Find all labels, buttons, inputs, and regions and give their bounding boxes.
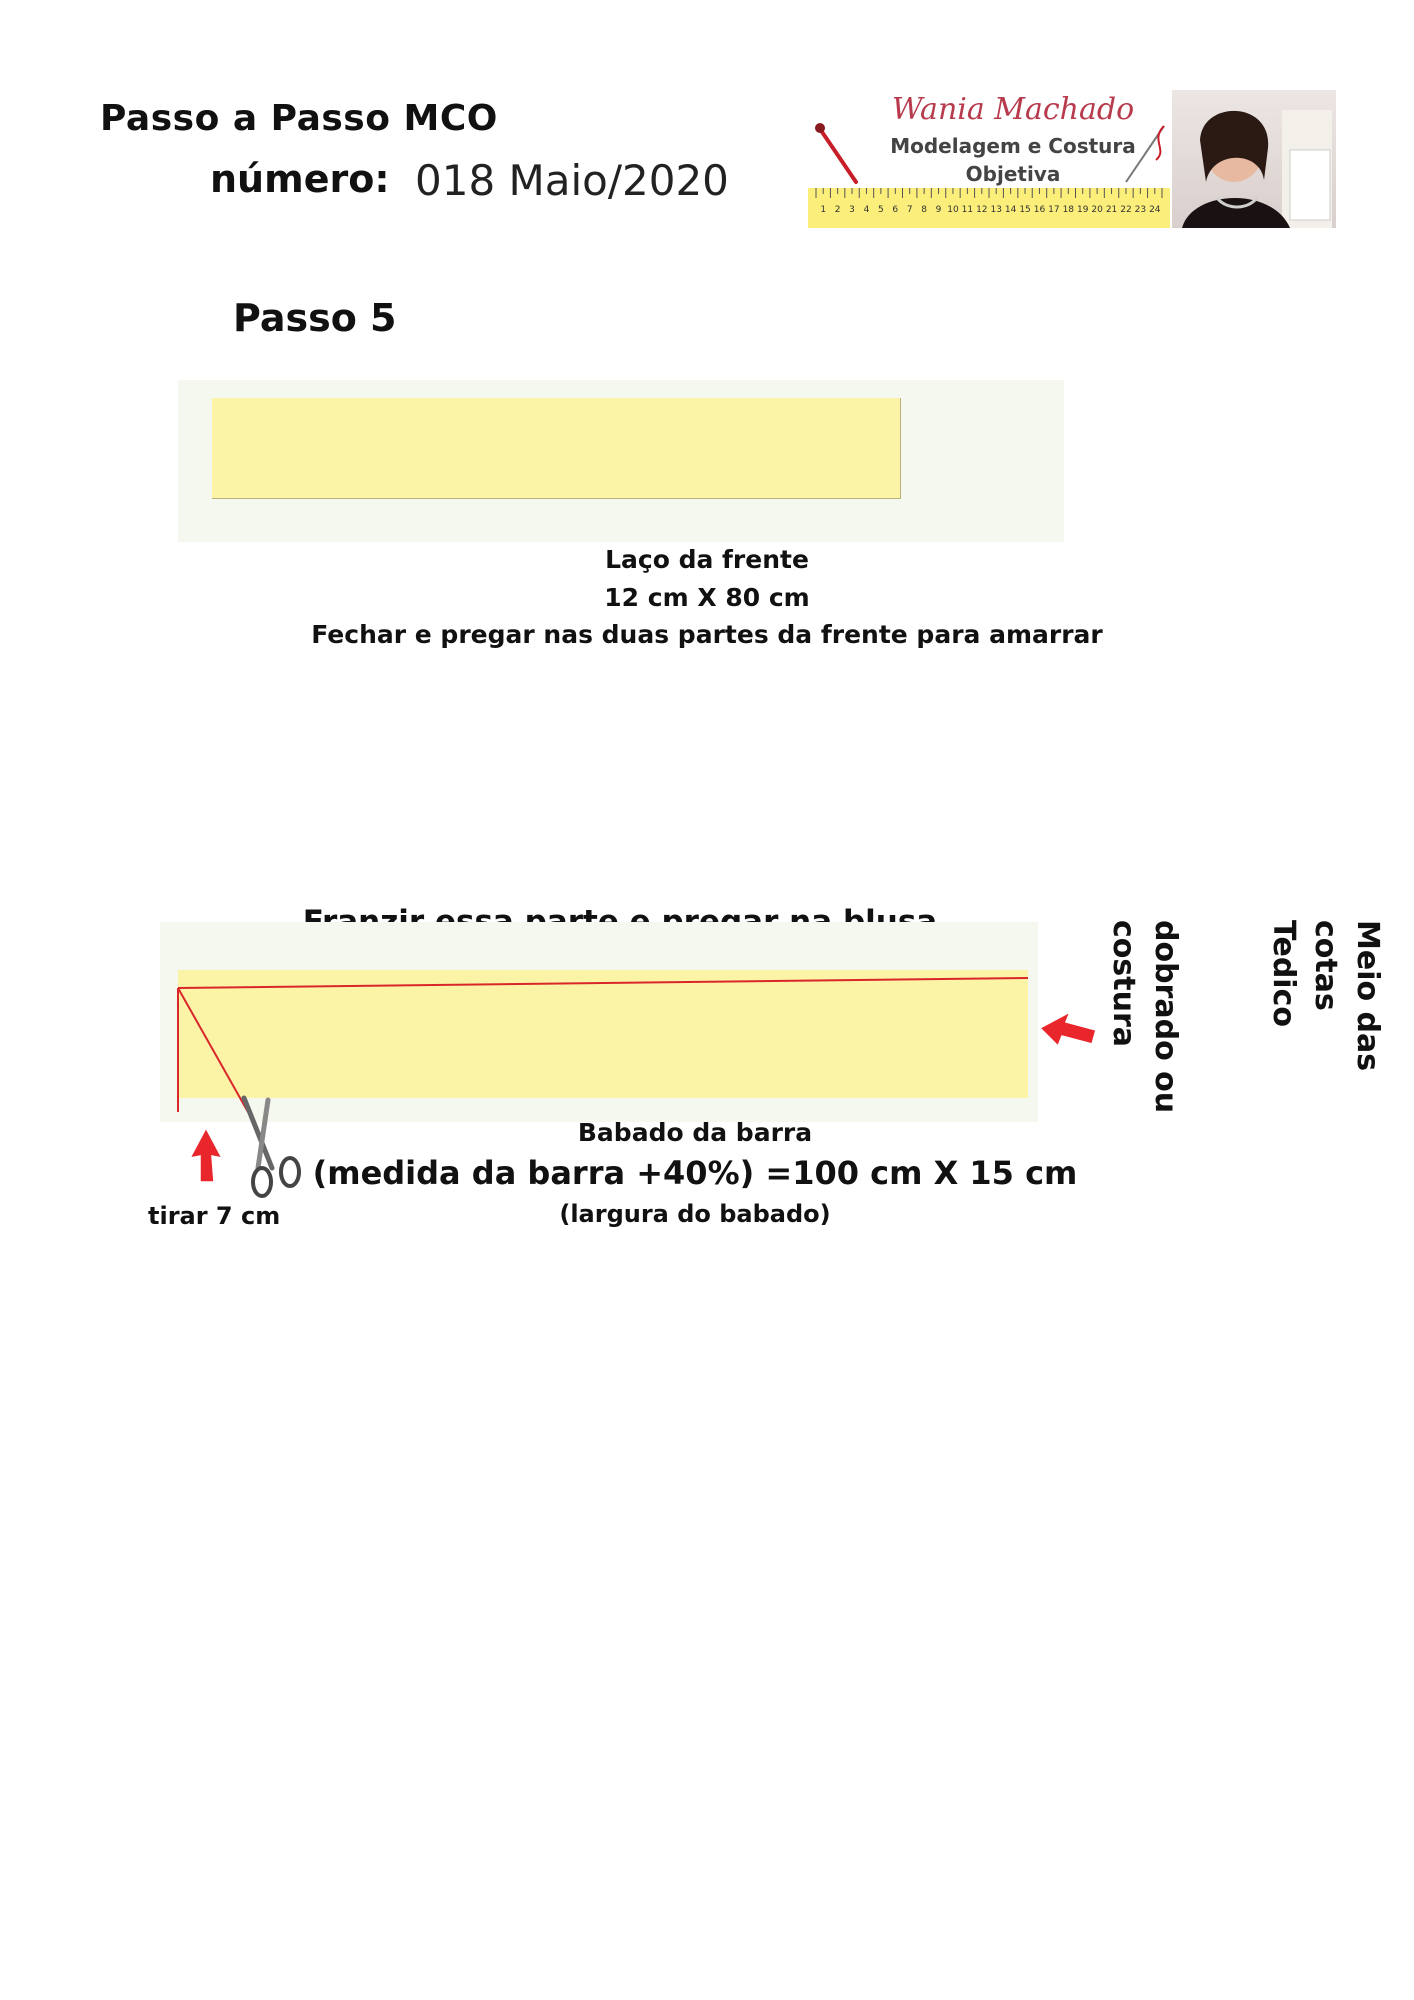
number-value: 018 Maio/2020 [415,156,729,205]
piece-name-ruffle: Babado da barra [577,1118,813,1147]
piece-instruction-bow: Fechar e pregar nas duas partes da frente para amarrar [311,620,1103,649]
tape-number: 24 [1149,205,1161,215]
tape-number: 13 [990,205,1002,215]
tape-number: 21 [1105,205,1118,215]
tape-number: 1 [820,205,827,215]
tape-number: 10 [947,205,959,215]
number-label: número: [210,157,390,201]
tape-number: 2 [834,205,841,215]
tape-number: 6 [892,205,899,215]
tape-number: 11 [961,205,974,215]
tape-number: 15 [1019,205,1031,215]
tape-number: 7 [906,205,913,215]
tape-number: 20 [1091,205,1103,215]
piece-formula-ruffle: (medida da barra +40%) =100 cm X 15 cm [312,1154,1078,1192]
fold-note [1262,920,1388,1071]
brand-line-2: Objetiva [965,162,1061,186]
tape-number: 8 [921,205,927,215]
tape-number: 3 [849,205,855,215]
document-title: Passo a Passo MCO [100,98,498,139]
fold-note-line-5: costura [1106,920,1141,1047]
tape-number: 4 [863,205,870,215]
brand-script-name: Wania Machado [891,92,1135,127]
fold-note-line-2: cotas [1308,920,1343,1011]
fold-note-line-4: dobrado ou [1148,920,1183,1114]
brand-line-1: Modelagem e Costura [890,134,1136,158]
gather-line [178,978,1028,988]
step-title: Passo 5 [233,296,397,340]
tape-number: 16 [1033,205,1046,215]
tape-number: 9 [935,205,942,215]
cut-note: tirar 7 cm [148,1202,281,1230]
tape-number: 19 [1076,205,1089,215]
diagonal-cut-line [178,988,248,1112]
fold-note-line-1: Meio das [1350,920,1385,1072]
tape-number: 23 [1134,205,1147,215]
tape-number: 17 [1048,205,1060,215]
tape-number: 12 [976,205,988,215]
fold-note-line-3: Tedico [1266,920,1301,1027]
piece-width-note: (largura do babado) [559,1200,831,1228]
piece-name-bow: Laço da frente [605,545,809,574]
tape-number: 5 [878,205,884,215]
tape-number: 18 [1062,205,1075,215]
tape-number: 14 [1004,205,1017,215]
tape-number: 22 [1120,205,1132,215]
arrow-left-icon [1040,1012,1096,1046]
piece-size-bow: 12 cm X 80 cm [604,583,810,612]
fold-note-b [1102,920,1186,1113]
